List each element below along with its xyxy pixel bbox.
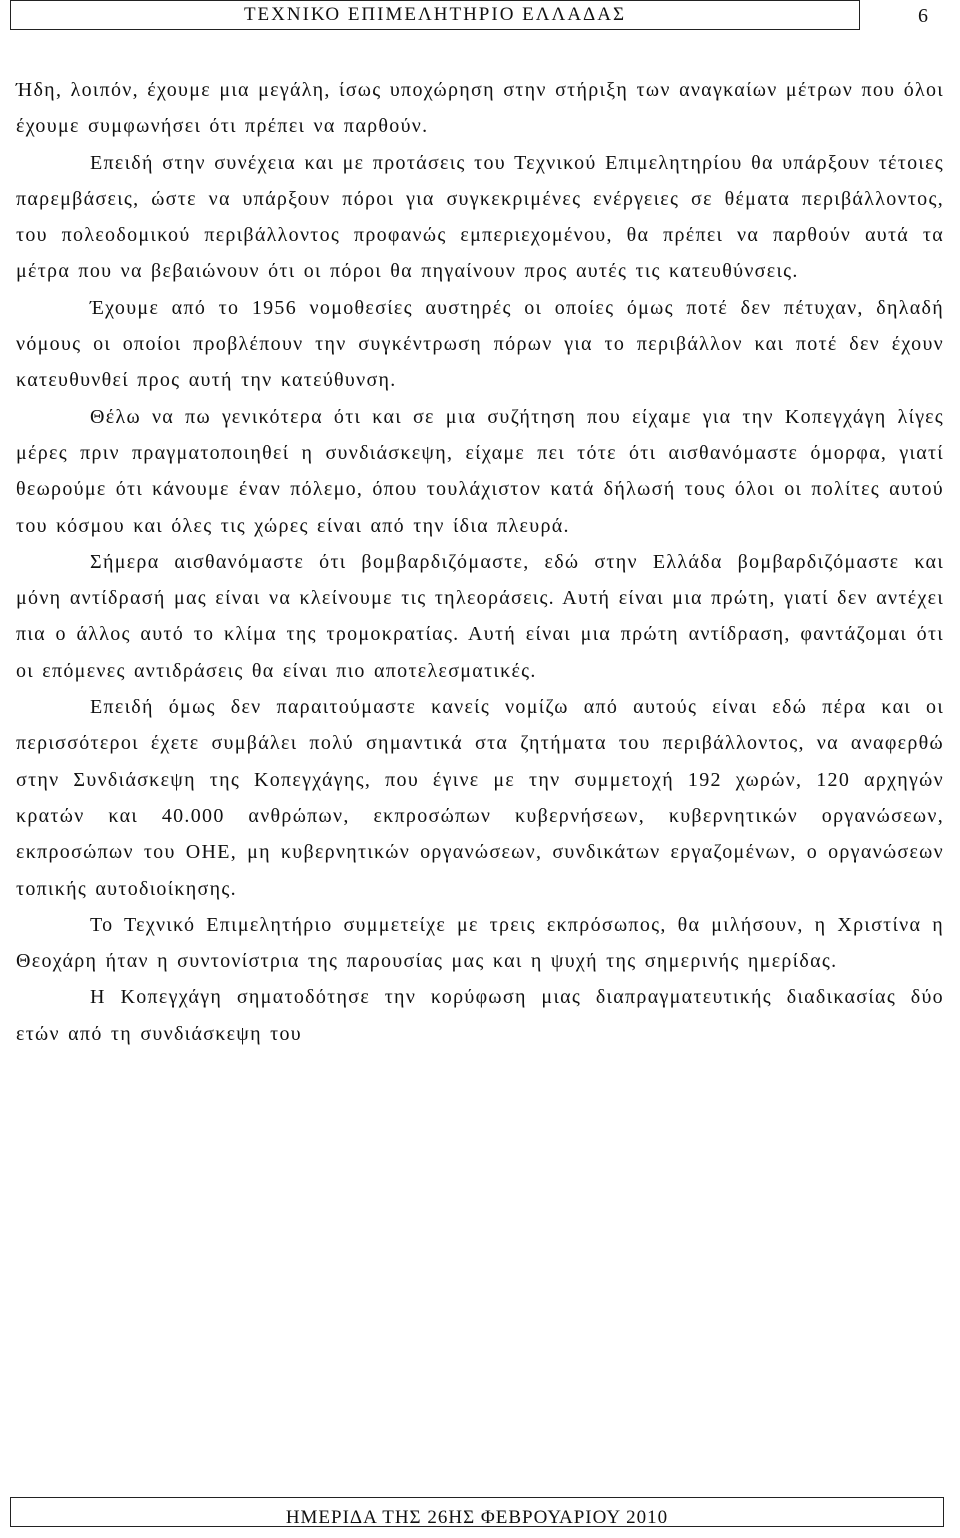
paragraph: Σήμερα αισθανόμαστε ότι βομβαρδιζόμαστε, εδώ στην Ελλάδα βομβαρδιζόμαστε και μόνη αντίδρασή μας είναι να κλείνουμε τις τηλεοράσεις. Αυτή είναι μια πρώτη, γιατί δεν αντέχει πια ο άλλος αυτό το κλίμα της τρομοκρατίας. Αυτή είναι μια πρώτη αντίδραση, φαντάζομαι ότι οι επόμενες αντιδράσεις θα είναι πιο αποτελεσματικές.	[16, 550, 944, 682]
footer-text: ΗΜΕΡΙΔΑ ΤΗΣ 26ΗΣ ΦΕΒΡΟΥΑΡΙΟΥ 2010	[285, 1507, 669, 1528]
page-header	[10, 0, 860, 30]
page-number: 6	[918, 5, 928, 27]
paragraph: Το Τεχνικό Επιμελητήριο συμμετείχε με τρεις εκπρόσωπος, θα μιλήσουν, η Χριστίνα η Θεοχάρη ήταν η συντονίστρια της παρουσίας μας και η ψυχή της σημερινής ημερίδας.	[16, 913, 944, 973]
paragraph: Ήδη, λοιπόν, έχουμε μια μεγάλη, ίσως υποχώρηση στην στήριξη των αναγκαίων μέτρων που όλοι έχουμε συμφωνήσει ότι πρέπει να παρθούν.	[16, 79, 944, 138]
paragraph: Έχουμε από το 1956 νομοθεσίες αυστηρές οι οποίες όμως ποτέ δεν πέτυχαν, δηλαδή νόμους οι οποίοι προβλέπουν την συγκέντρωση πόρων για το περιβάλλον και ποτέ δεν έχουν κατευθυνθεί προς αυτή την κατεύθυνση.	[16, 296, 944, 392]
page-footer	[10, 1497, 944, 1527]
document-body	[16, 72, 944, 1052]
paragraph: Επειδή στην συνέχεια και με προτάσεις του Τεχνικού Επιμελητηρίου θα υπάρξουν τέτοιες παρεμβάσεις, ώστε να υπάρξουν πόροι για συγκεκριμένες ενέργειες σε θέματα περιβάλλοντος, του πολεοδομικού περιβάλλοντος προφανώς εμπεριεχομένου, θα πρέπει να παρθούν αυτά τα μέτρα που να βεβαιώνουν ότι οι πόροι θα πηγαίνουν προς αυτές τις κατευθύνσεις.	[16, 151, 944, 283]
paragraph: Θέλω να πω γενικότερα ότι και σε μια συζήτηση που είχαμε για την Κοπεγχάγη λίγες μέρες πριν πραγματοποιηθεί η συνδιάσκεψη, είχαμε πει τότε ότι αισθανόμαστε όμορφα, γιατί θεωρούμε ότι κάνουμε έναν πόλεμο, όπου τουλάχιστον κατά δήλωσή τους όλοι οι πολίτες αυτού του κόσμου και όλες τις χώρες είναι από την ίδια πλευρά.	[16, 405, 944, 537]
paragraph: Επειδή όμως δεν παραιτούμαστε κανείς νομίζω από αυτούς είναι εδώ πέρα και οι περισσότεροι έχετε συμβάλει πολύ σημαντικά στα ζητήματα του περιβάλλοντος, να αναφερθώ στην Συνδιάσκεψη της Κοπεγχάγης, που έγινε με την συμμετοχή 192 χωρών, 120 αρχηγών κρατών και 40.000 ανθρώπων, εκπροσώπων κυβερνήσεων, κυβερνητικών οργανώσεων, εκπροσώπων του ΟΗΕ, μη κυβερνητικών οργανώσεων, συνδικάτων εργαζομένων, ο οργανώσεων τοπικής αυτοδιοίκησης.	[16, 696, 944, 900]
header-title: ΤΕΧΝΙΚΟ ΕΠΙΜΕΛΗΤΗΡΙΟ ΕΛΛΑΔΑΣ	[243, 4, 627, 25]
paragraph: Η Κοπεγχάγη σηματοδότησε την κορύφωση μιας διαπραγματευτικής διαδικασίας δύο ετών από τη συνδιάσκεψη του	[16, 986, 944, 1045]
